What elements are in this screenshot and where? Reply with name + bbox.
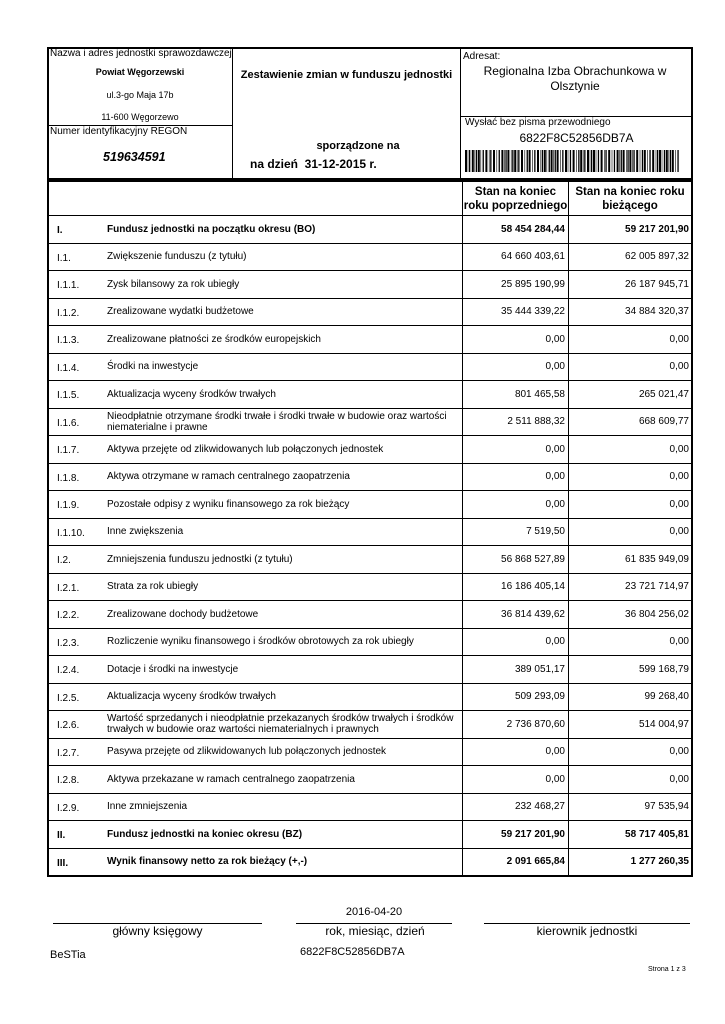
row-num: I.2.3. xyxy=(57,637,80,649)
table-row xyxy=(49,545,691,573)
row-cur: 23 721 714,97 xyxy=(568,574,691,601)
row-num: I.2.1. xyxy=(57,582,80,594)
row-label: Zwiększenie funduszu (z tytułu) xyxy=(107,251,247,263)
row-cur: 26 187 945,71 xyxy=(568,271,691,298)
table-row xyxy=(49,765,691,793)
document-code: 6822F8C52856DB7A xyxy=(519,131,634,145)
table-row xyxy=(49,848,691,876)
row-num: I.2.5. xyxy=(57,692,80,704)
table-row xyxy=(49,435,691,463)
row-prev: 0,00 xyxy=(462,326,568,353)
row-prev: 7 519,50 xyxy=(462,519,568,546)
row-prev: 389 051,17 xyxy=(462,656,568,683)
row-cur: 0,00 xyxy=(568,464,691,491)
row-cur: 58 717 405,81 xyxy=(568,821,691,848)
row-num: I.2. xyxy=(57,555,71,567)
table-row xyxy=(49,325,691,353)
row-cur: 0,00 xyxy=(568,629,691,656)
barcode-image xyxy=(465,150,680,172)
row-prev: 0,00 xyxy=(462,464,568,491)
table-row xyxy=(49,463,691,491)
row-num: I.2.2. xyxy=(57,610,80,622)
row-num: III. xyxy=(57,857,69,869)
row-num: I.2.6. xyxy=(57,720,80,732)
row-cur: 59 217 201,90 xyxy=(568,216,691,243)
row-num: I.1.1. xyxy=(57,280,80,292)
row-prev: 2 511 888,32 xyxy=(462,409,568,436)
table-row xyxy=(49,655,691,683)
row-cur: 0,00 xyxy=(568,354,691,381)
row-label: Aktualizacja wyceny środków trwałych xyxy=(107,388,276,400)
row-cur: 97 535,94 xyxy=(568,794,691,821)
row-cur: 265 021,47 xyxy=(568,381,691,408)
footer-code: 6822F8C52856DB7A xyxy=(300,946,405,958)
table-row xyxy=(49,518,691,546)
row-cur: 0,00 xyxy=(568,739,691,766)
row-label: Wartość sprzedanych i nieodpłatnie przekazanych środków trwałych i środków trwałych w budowie oraz wartości niematerialnych i prawnych xyxy=(107,713,454,736)
row-label: Dotacje i środki na inwestycje xyxy=(107,663,239,675)
row-prev: 58 454 284,44 xyxy=(462,216,568,243)
table-row xyxy=(49,793,691,821)
table-row xyxy=(49,738,691,766)
head-caption: kierownik jednostki xyxy=(536,924,638,938)
row-num: I.1. xyxy=(57,252,71,264)
table-row xyxy=(49,628,691,656)
table-row xyxy=(49,683,691,711)
row-label: Zrealizowane dochody budżetowe xyxy=(107,608,259,620)
row-label: Inne zwiększenia xyxy=(107,526,184,538)
row-num: I.2.4. xyxy=(57,665,80,677)
column-header-cur: Stan na koniec roku bieżącego xyxy=(568,182,691,215)
row-label: Zysk bilansowy za rok ubiegły xyxy=(107,278,240,290)
row-label: Pozostałe odpisy z wyniku finansowego za rok bieżący xyxy=(107,498,350,510)
row-num: I.1.2. xyxy=(57,307,80,319)
row-cur: 514 004,97 xyxy=(568,711,691,738)
row-label: Środki na inwestycje xyxy=(107,361,199,373)
row-prev: 59 217 201,90 xyxy=(462,821,568,848)
row-label: Strata za rok ubiegły xyxy=(107,581,199,593)
row-cur: 36 804 256,02 xyxy=(568,601,691,628)
row-prev: 0,00 xyxy=(462,354,568,381)
row-cur: 599 168,79 xyxy=(568,656,691,683)
row-label: Zrealizowane płatności ze środków europejskich xyxy=(107,333,321,345)
row-cur: 0,00 xyxy=(568,491,691,518)
row-cur: 62 005 897,32 xyxy=(568,244,691,271)
table-row xyxy=(49,298,691,326)
row-label: Pasywa przejęte od zlikwidowanych lub połączonych jednostek xyxy=(107,746,387,758)
row-prev: 2 736 870,60 xyxy=(462,711,568,738)
row-prev: 0,00 xyxy=(462,739,568,766)
table-row xyxy=(49,270,691,298)
row-prev: 0,00 xyxy=(462,491,568,518)
report-date: na dzień 31-12-2015 r. xyxy=(250,157,377,171)
row-prev: 35 444 339,22 xyxy=(462,299,568,326)
row-label: Nieodpłatnie otrzymane środki trwałe i środki trwałe w budowie oraz wartości niematerialne i prawne xyxy=(107,410,447,433)
table-row xyxy=(49,573,691,601)
row-label: Aktywa otrzymane w ramach centralnego zaopatrzenia xyxy=(107,471,350,483)
row-prev: 36 814 439,62 xyxy=(462,601,568,628)
unit-name: Powiat Węgorzewski xyxy=(95,67,185,77)
row-label: Fundusz jednostki na koniec okresu (BZ) xyxy=(107,828,303,840)
row-num: I.2.9. xyxy=(57,802,80,814)
row-cur: 61 835 949,09 xyxy=(568,546,691,573)
unit-city: 11-600 Węgorzewo xyxy=(101,112,179,122)
report-title: Zestawienie zmian w funduszu jednostki xyxy=(240,69,453,81)
row-cur: 0,00 xyxy=(568,766,691,793)
row-prev: 0,00 xyxy=(462,436,568,463)
table-header-row xyxy=(49,180,691,215)
row-cur: 99 268,40 xyxy=(568,684,691,711)
send-label: Wysłać bez pisma przewodniego xyxy=(465,117,611,128)
row-label: Zmniejszenia funduszu jednostki (z tytułu) xyxy=(107,553,293,565)
row-cur: 1 277 260,35 xyxy=(568,849,691,876)
row-prev: 64 660 403,61 xyxy=(462,244,568,271)
row-num: I.1.8. xyxy=(57,472,80,484)
software-name: BeSTia xyxy=(50,949,86,961)
table-row xyxy=(49,353,691,381)
header-divider-right xyxy=(460,47,461,180)
accountant-caption: główny księgowy xyxy=(112,924,203,938)
row-num: I.1.10. xyxy=(57,527,85,539)
row-cur: 0,00 xyxy=(568,436,691,463)
row-cur: 0,00 xyxy=(568,519,691,546)
row-prev: 2 091 665,84 xyxy=(462,849,568,876)
row-cur: 668 609,77 xyxy=(568,409,691,436)
row-prev: 801 465,58 xyxy=(462,381,568,408)
table-row xyxy=(49,600,691,628)
prepared-label: sporządzone na xyxy=(316,140,400,152)
table-row xyxy=(49,710,691,738)
addressee-label: Adresat: xyxy=(463,51,501,62)
column-header-prev: Stan na koniec roku poprzedniego xyxy=(462,182,568,215)
row-label: Inne zmniejszenia xyxy=(107,801,188,813)
row-label: Zrealizowane wydatki budżetowe xyxy=(107,306,254,318)
row-num: I. xyxy=(57,225,63,237)
regon-number: 519634591 xyxy=(103,150,166,164)
row-label: Aktywa przekazane w ramach centralnego zaopatrzenia xyxy=(107,773,355,785)
row-label: Aktywa przejęte od zlikwidowanych lub połączonych jednostek xyxy=(107,443,384,455)
row-num: I.1.4. xyxy=(57,362,80,374)
row-num: I.2.8. xyxy=(57,775,80,787)
row-prev: 25 895 190,99 xyxy=(462,271,568,298)
row-prev: 232 468,27 xyxy=(462,794,568,821)
row-label: Rozliczenie wyniku finansowego i środków obrotowych za rok ubiegły xyxy=(107,636,414,648)
row-prev: 56 868 527,89 xyxy=(462,546,568,573)
row-prev: 16 186 405,14 xyxy=(462,574,568,601)
table-row xyxy=(49,243,691,271)
row-cur: 0,00 xyxy=(568,326,691,353)
row-num: I.1.7. xyxy=(57,445,80,457)
row-num: I.1.3. xyxy=(57,335,80,347)
signature-date: 2016-04-20 xyxy=(345,906,403,918)
row-prev: 509 293,09 xyxy=(462,684,568,711)
unit-street: ul.3-go Maja 17b xyxy=(106,90,174,100)
fund-changes-table xyxy=(47,180,693,877)
row-label: Wynik finansowy netto za rok bieżący (+,-) xyxy=(107,856,308,868)
row-label: Aktualizacja wyceny środków trwałych xyxy=(107,691,276,703)
table-row xyxy=(49,490,691,518)
table-row xyxy=(49,380,691,408)
row-cur: 34 884 320,37 xyxy=(568,299,691,326)
date-caption: rok, miesiąc, dzień xyxy=(325,924,425,938)
row-num: I.1.5. xyxy=(57,390,80,402)
unit-label: Nazwa i adres jednostki sprawozdawczej xyxy=(50,48,232,59)
row-num: II. xyxy=(57,830,66,842)
table-row xyxy=(49,215,691,243)
row-num: I.2.7. xyxy=(57,747,80,759)
row-prev: 0,00 xyxy=(462,766,568,793)
page-number: Strona 1 z 3 xyxy=(648,966,686,973)
table-row xyxy=(49,820,691,848)
regon-label: Numer identyfikacyjny REGON xyxy=(50,126,188,137)
row-prev: 0,00 xyxy=(462,629,568,656)
table-row xyxy=(49,408,691,436)
row-num: I.1.9. xyxy=(57,500,80,512)
row-label: Fundusz jednostki na początku okresu (BO) xyxy=(107,223,316,235)
row-num: I.1.6. xyxy=(57,417,80,429)
addressee: Regionalna Izba Obrachunkowa w Olsztynie xyxy=(483,64,667,93)
